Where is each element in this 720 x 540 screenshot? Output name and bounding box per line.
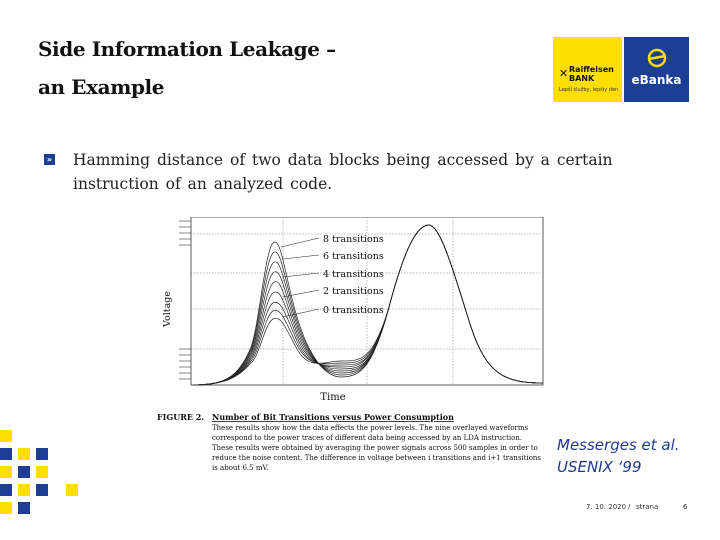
power-trace-figure <box>155 217 547 480</box>
citation <box>557 434 680 478</box>
annotation-8-transitions: 8 transitions <box>323 234 384 245</box>
citation-venue: USENIX ‘99 <box>557 458 642 476</box>
ebanka-symbol-icon <box>646 47 668 69</box>
footer-date: 7. 10. 2020 <box>586 503 627 511</box>
raiffeisen-bank-word: BANK <box>569 74 595 83</box>
slide-title-line2: an Example <box>38 75 165 99</box>
caption-line-2: correspond to the power traces of different data being accessed by an LDA instruction. <box>212 434 523 442</box>
raiffeisen-gable-icon: ✕ <box>559 67 569 80</box>
raiffeisen-logo <box>553 37 622 102</box>
citation-authors: Messerges et al. <box>557 436 680 454</box>
raiffeisen-tagline: Lepší služby, lepšiy den <box>559 87 619 93</box>
slide-title <box>38 30 336 106</box>
caption-label: FIGURE 2. <box>157 412 205 422</box>
decorative-squares <box>0 430 80 510</box>
page-number: 6 <box>683 503 688 511</box>
bullet-icon: » <box>44 154 55 165</box>
ebanka-logo <box>624 37 689 102</box>
annotation-6-transitions: 6 transitions <box>323 251 384 262</box>
bullet-text: Hamming distance of two data blocks being accessed by a certain instruction of an analyzed code. <box>73 151 613 193</box>
ebanka-name: eBanka <box>631 73 682 87</box>
caption-line-5: is about 6.5 mV. <box>212 464 269 472</box>
annotation-4-transitions: 4 transitions <box>323 269 384 280</box>
caption-line-4: reduce the noise content. The difference in voltage between i transitions and i+1 transitions <box>212 454 542 462</box>
caption-line-1: These results show how the data effects the power levels. The nine overlayed waveforms <box>212 424 529 432</box>
footer-author: strana <box>636 503 659 511</box>
bank-logo <box>553 37 689 102</box>
y-axis-label: Voltage <box>162 291 173 327</box>
x-axis-label: Time <box>320 392 346 403</box>
footer-separator: / <box>628 503 631 511</box>
caption-line-3: These results were obtained by averaging the power signals across 500 samples in order to <box>212 444 538 452</box>
slide-title-line1: Side Information Leakage – <box>38 37 336 61</box>
raiffeisen-name: Raiffeisen <box>569 65 614 74</box>
annotation-2-transitions: 2 transitions <box>323 286 384 297</box>
y-ticks <box>179 221 191 379</box>
caption-title: Number of Bit Transitions versus Power Consumption <box>212 412 454 422</box>
annotation-0-transitions: 0 transitions <box>323 305 384 316</box>
